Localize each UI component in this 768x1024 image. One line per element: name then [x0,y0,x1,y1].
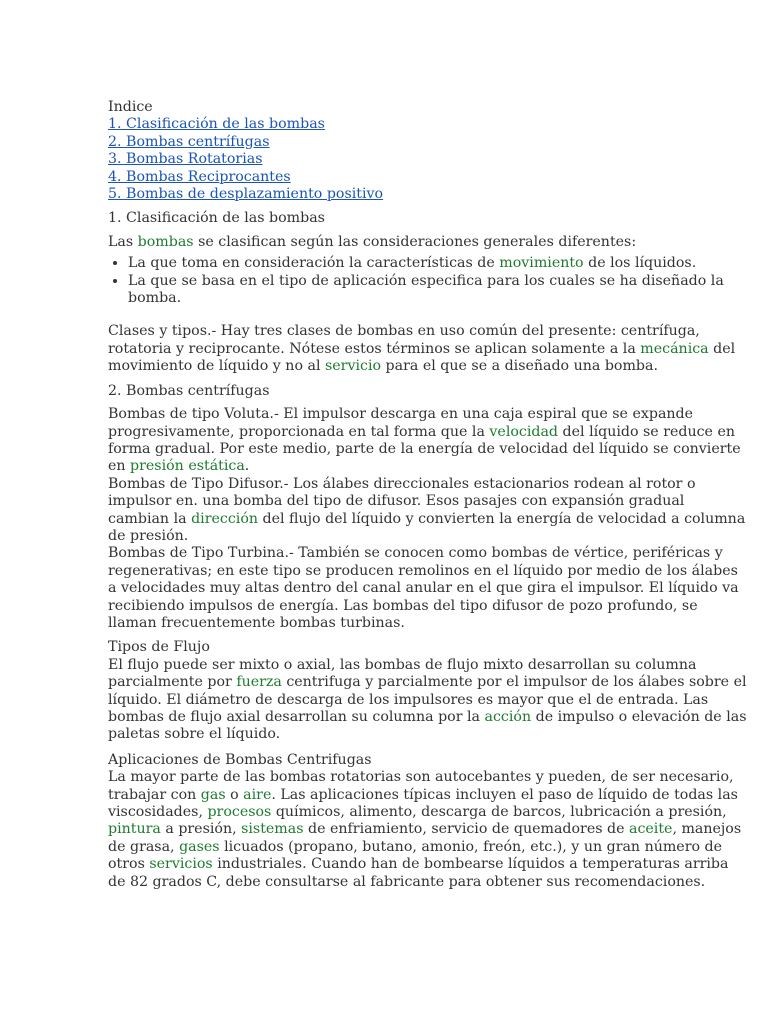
text-run: licuados (propano, butano, amonio, freón, etc.), y un gran número de otros [108,838,723,873]
section-heading-tipos-flujo: Tipos de Flujo [108,639,210,656]
toc-link-reciprocantes[interactable]: 4. Bombas Reciprocantes [108,168,291,185]
document-page [108,99,748,891]
toc-item [108,116,748,133]
text-run: de impulso o elevación de las paletas sobre el líquido. [108,709,747,743]
keyword-link-presion-estatica[interactable]: presión estática [130,458,245,475]
text-run: Clases y tipos.- Hay tres clases de bombas en uso común del presente: centrífuga, rotatoria y reciprocante. Nótese estos términos se aplican solamente a la [108,323,700,357]
keyword-link-aceite[interactable]: aceite [629,821,673,838]
text-run: químicos, alimento, descarga de barcos, lubricación a presión, [271,804,727,821]
keyword-link-sistemas[interactable]: sistemas [241,821,304,838]
text-run: , manejos de grasa, [108,821,742,855]
section-heading-centrifugas: 2. Bombas centrífugas [108,382,270,399]
text-run: a presión, [160,821,242,838]
keyword-link-direccion[interactable]: dirección [191,510,258,527]
text-run: La que toma en consideración la características de [128,255,500,272]
keyword-link-gases[interactable]: gases [179,838,220,855]
text-run: o [225,786,244,803]
text-run: Bombas de tipo Voluta.- El impulsor descarga en una caja espiral que se expande progresivamente, proporcionada en tal forma que la [108,406,694,440]
keyword-link-fuerza[interactable]: fuerza [236,674,282,691]
toc-item [108,151,748,168]
keyword-link-servicio[interactable]: servicio [325,358,382,375]
text-run: Las [108,233,138,250]
text-run: . Las aplicaciones típicas incluyen el paso de líquido de todas las viscosidades, [108,786,738,821]
bullet-list [108,255,748,307]
keyword-link-procesos[interactable]: procesos [207,804,272,821]
section-heading-aplicaciones: Aplicaciones de Bombas Centrifugas [108,751,372,768]
text-run: del líquido se reduce en forma gradual. Por este medio, parte de la energía de velocidad del líquido se convierte en [108,423,741,475]
text-run: de los líquidos. [583,255,697,272]
toc-link-desplazamiento[interactable]: 5. Bombas de desplazamiento positivo [108,186,384,203]
toc-item [108,134,748,151]
text-run: Bombas de Tipo Difusor.- Los álabes direccionales estacionarios rodean al rotor o impulsor en. una bomba del tipo de difusor. Esos pasajes con expansión gradual cambian la [108,475,696,527]
paragraph-difusor [108,476,748,546]
keyword-link-pintura[interactable]: pintura [108,821,161,838]
keyword-link-bombas[interactable]: bombas [137,233,194,250]
toc-item [108,186,748,203]
paragraph-voluta [108,406,748,476]
toc-link-clasificacion[interactable]: 1. Clasificación de las bombas [108,116,325,133]
bullet-item: • La que se basa en el tipo de aplicación especifica para los cuales se ha diseñado la bomba. [128,273,748,308]
text-run: se clasifican según las consideraciones generales diferentes: [193,233,637,250]
text-run: del movimiento de líquido y no al [108,340,736,375]
keyword-link-accion[interactable]: acción [484,709,532,725]
paragraph-clases-tipos [108,323,748,375]
toc-link-centrifugas[interactable]: 2. Bombas centrífugas [108,133,270,150]
text-run: centrifuga y parcialmente por el impulsor de los álabes sobre el líquido. El diámetro de descarga de los impulsores es mayor que el de entrada. Las bombas de flujo axial desarrollan su columna por la [108,674,747,725]
paragraph-intro [108,234,748,251]
toc-title: Indice [108,99,153,115]
text-run: de enfriamiento, servicio de quemadores de [303,821,629,838]
text-run: del flujo del líquido y convierten la energía de velocidad a columna de presión. [108,510,746,544]
keyword-link-gas[interactable]: gas [200,786,226,803]
paragraph-aplicaciones [108,769,748,891]
keyword-link-mecanica[interactable]: mecánica [640,340,709,357]
toc-item [108,169,748,186]
table-of-contents [108,116,748,203]
section-heading-clasificacion: 1. Clasificación de las bombas [108,210,325,227]
text-run: El flujo puede ser mixto o axial, las bombas de flujo mixto desarrollan su columna parcialmente por [108,656,697,691]
paragraph-flujo [108,657,748,744]
paragraph-turbina: Bombas de Tipo Turbina.- También se conocen como bombas de vértice, periféricas y regenerativas; en este tipo se producen remolinos en el líquido por medio de los álabes a velocidades muy altas dentro del canal anular en el que gira el impulsor. El líquido va recibiendo impulsos de energía. Las bombas del tipo difusor de pozo profundo, se llaman frecuentemente bombas turbinas. [108,545,739,631]
keyword-link-velocidad[interactable]: velocidad [489,423,559,440]
bullet-item [128,255,748,272]
text-run: . [244,458,250,475]
text-run: para el que se a diseñado una bomba. [381,358,658,375]
keyword-link-servicios[interactable]: servicios [149,856,213,873]
toc-link-rotatorias[interactable]: 3. Bombas Rotatorias [108,151,263,168]
keyword-link-aire[interactable]: aire [243,786,272,803]
text-run: La mayor parte de las bombas rotatorias son autocebantes y pueden, de ser necesario, trabajar con [108,769,734,803]
text-run: industriales. Cuando han de bombearse líquidos a temperaturas arriba de 82 grados C, debe consultarse al fabricante para obtener sus recomendaciones. [108,856,729,890]
keyword-link-movimiento[interactable]: movimiento [499,255,584,272]
